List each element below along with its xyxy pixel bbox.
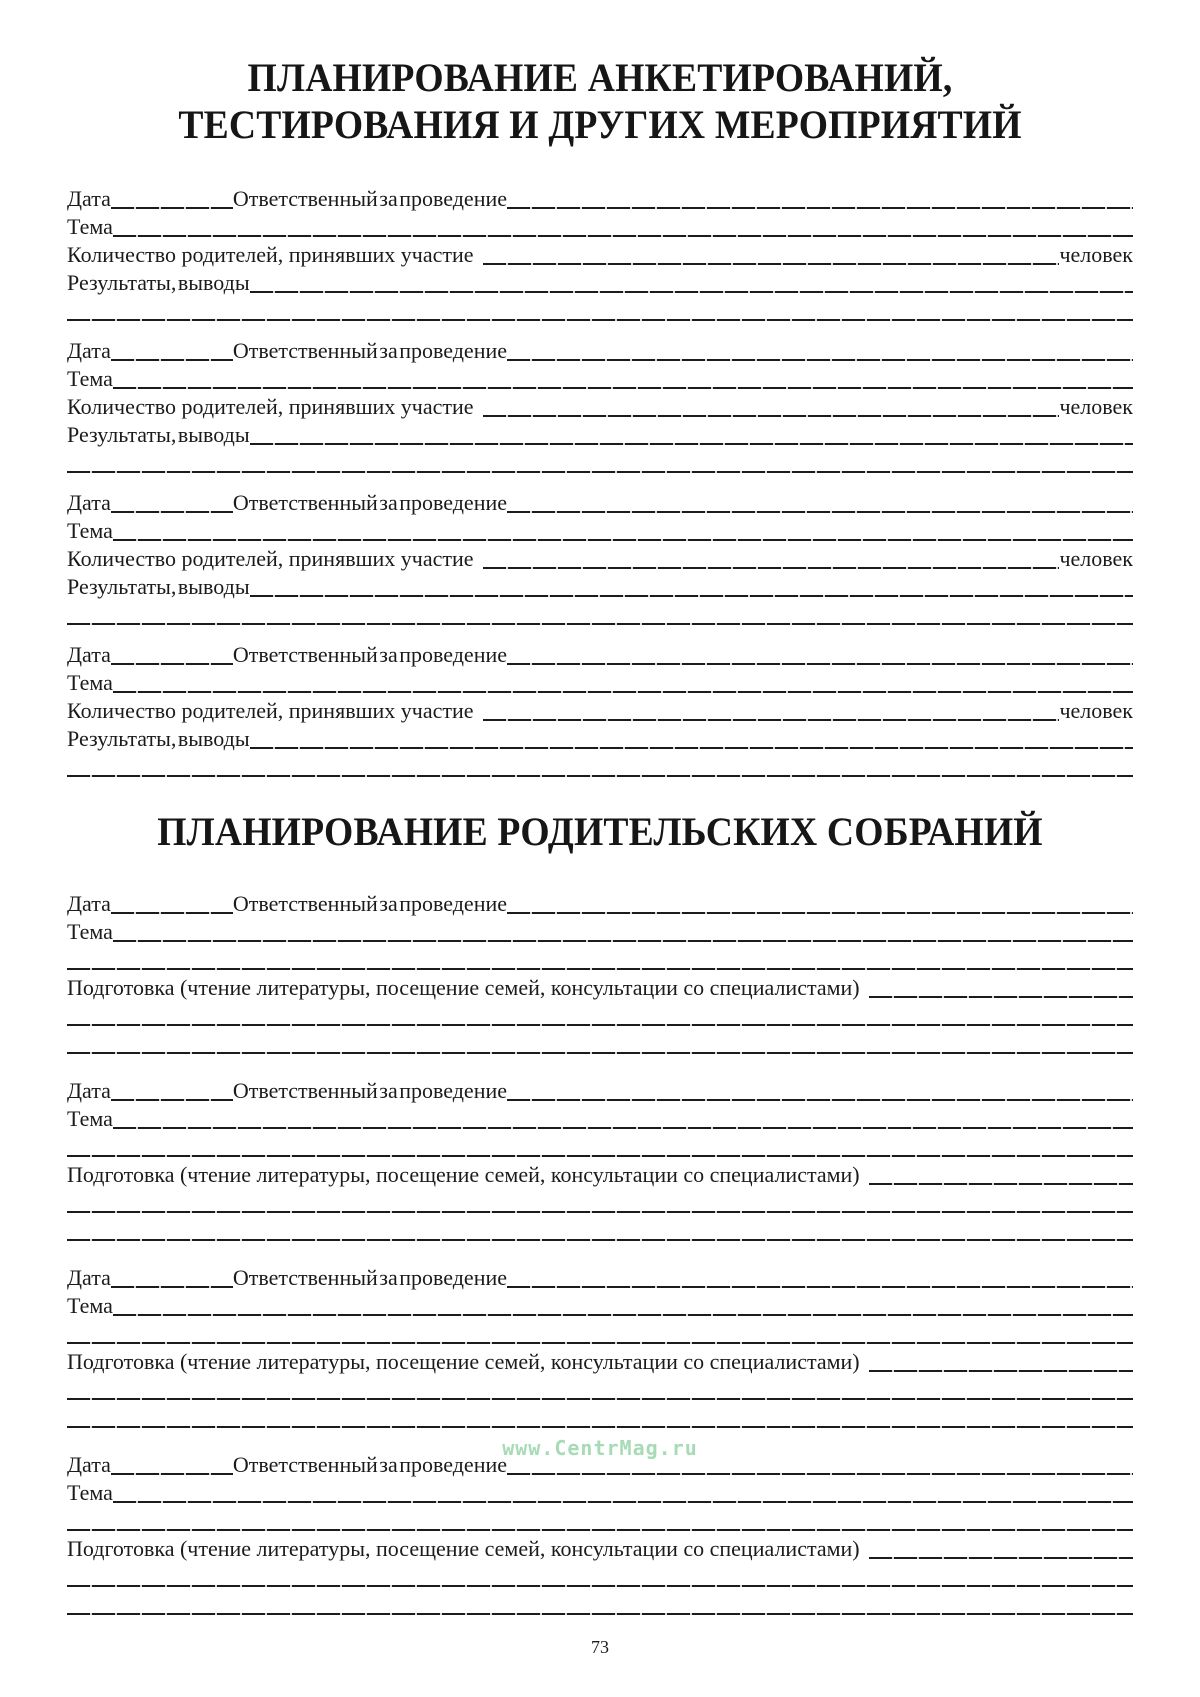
people-unit-label: человек <box>1059 546 1133 571</box>
preparation-label: Подготовка (чтение литературы, посещение семей, консультации со специалистами) <box>67 1349 860 1374</box>
theme-label: Тема <box>67 1106 113 1131</box>
preparation-blank-line <box>869 1347 1133 1375</box>
event-planning-block-4 <box>67 640 1133 780</box>
date-blank-line <box>111 889 233 917</box>
date-label: Дата <box>67 642 111 667</box>
blank-row <box>67 1029 1133 1057</box>
blank-row <box>67 1590 1133 1618</box>
theme-label: Тема <box>67 1293 113 1318</box>
blank-line <box>67 296 1133 324</box>
event-planning-block-1 <box>67 184 1133 324</box>
preparation-row <box>67 1534 1133 1562</box>
theme-label: Тема <box>67 919 113 944</box>
preparation-row <box>67 1160 1133 1188</box>
meetings-title-line: ПЛАНИРОВАНИЕ РОДИТЕЛЬСКИХ СОБРАНИЙ <box>157 809 1043 854</box>
theme-blank-line <box>113 917 1133 945</box>
centrmag-watermark: www.CentrMag.ru <box>502 1436 698 1460</box>
page-number: 73 <box>591 1637 609 1657</box>
theme-blank-line <box>113 516 1133 544</box>
participants-blank-line <box>483 696 1060 724</box>
events-title-line-2: ТЕСТИРОВАНИЯ И ДРУГИХ МЕРОПРИЯТИЙ <box>178 102 1022 147</box>
theme-blank-line <box>113 212 1133 240</box>
blank-line <box>67 945 1133 973</box>
responsible-blank-line <box>507 336 1133 364</box>
people-unit-label: человек <box>1059 698 1133 723</box>
responsible-blank-line <box>507 640 1133 668</box>
preparation-row <box>67 1347 1133 1375</box>
responsible-label: Ответственный за проведение <box>232 891 508 916</box>
results-label: Результаты, выводы <box>67 422 250 447</box>
date-blank-line <box>111 184 233 212</box>
participants-row <box>67 544 1133 572</box>
responsible-label: Ответственный за проведение <box>232 338 508 363</box>
participants-label: Количество родителей, принявших участие <box>67 394 474 419</box>
preparation-label: Подготовка (чтение литературы, посещение семей, консультации со специалистами) <box>67 975 860 1000</box>
blank-row <box>67 1562 1133 1590</box>
results-label: Результаты, выводы <box>67 270 250 295</box>
events-section-title <box>67 54 1133 148</box>
date-responsible-row <box>67 336 1133 364</box>
blank-line <box>67 1216 1133 1244</box>
theme-row <box>67 917 1133 945</box>
participants-label: Количество родителей, принявших участие <box>67 698 474 723</box>
results-row <box>67 724 1133 752</box>
date-blank-line <box>111 1076 233 1104</box>
participants-blank-line <box>483 392 1060 420</box>
preparation-blank-line <box>869 1534 1133 1562</box>
preparation-blank-line <box>869 1160 1133 1188</box>
blank-line <box>67 1375 1133 1403</box>
theme-blank-line <box>113 1291 1133 1319</box>
date-responsible-row <box>67 1076 1133 1104</box>
people-unit-label: человек <box>1059 394 1133 419</box>
theme-label: Тема <box>67 1480 113 1505</box>
blank-line <box>67 448 1133 476</box>
blank-row <box>67 1001 1133 1029</box>
responsible-blank-line <box>507 184 1133 212</box>
results-label: Результаты, выводы <box>67 726 250 751</box>
blank-line <box>67 1506 1133 1534</box>
theme-row <box>67 516 1133 544</box>
date-label: Дата <box>67 1265 111 1290</box>
extra-blank-row <box>67 448 1133 476</box>
blank-line <box>67 1132 1133 1160</box>
participants-blank-line <box>483 240 1060 268</box>
meeting-planning-block-4 <box>67 1436 1133 1618</box>
responsible-blank-line <box>507 1450 1133 1478</box>
extra-blank-row <box>67 296 1133 324</box>
meeting-planning-block-1 <box>67 889 1133 1057</box>
blank-row <box>67 1216 1133 1244</box>
blank-row <box>67 945 1133 973</box>
blank-line <box>67 1562 1133 1590</box>
results-row <box>67 420 1133 448</box>
responsible-blank-line <box>507 1263 1133 1291</box>
theme-blank-line <box>113 668 1133 696</box>
blank-line <box>67 1029 1133 1057</box>
events-title-line-1: ПЛАНИРОВАНИЕ АНКЕТИРОВАНИЙ, <box>247 55 953 100</box>
participants-label: Количество родителей, принявших участие <box>67 546 474 571</box>
responsible-label: Ответственный за проведение <box>232 186 508 211</box>
theme-label: Тема <box>67 214 113 239</box>
responsible-label: Ответственный за проведение <box>232 1265 508 1290</box>
responsible-blank-line <box>507 488 1133 516</box>
theme-row <box>67 364 1133 392</box>
extra-blank-row <box>67 752 1133 780</box>
date-responsible-row <box>67 488 1133 516</box>
results-blank-line <box>250 724 1133 752</box>
blank-line <box>67 600 1133 628</box>
results-blank-line <box>250 268 1133 296</box>
blank-row <box>67 1188 1133 1216</box>
meeting-planning-block-2 <box>67 1076 1133 1244</box>
date-blank-line <box>111 488 233 516</box>
date-responsible-row <box>67 640 1133 668</box>
responsible-blank-line <box>507 889 1133 917</box>
date-label: Дата <box>67 891 111 916</box>
responsible-label: Ответственный за проведение <box>232 642 508 667</box>
theme-label: Тема <box>67 670 113 695</box>
theme-blank-line <box>113 364 1133 392</box>
blank-row <box>67 1403 1133 1431</box>
blank-line <box>67 1590 1133 1618</box>
date-blank-line <box>111 1263 233 1291</box>
date-label: Дата <box>67 338 111 363</box>
meetings-section-title <box>67 808 1133 855</box>
blank-row <box>67 1375 1133 1403</box>
participants-row <box>67 240 1133 268</box>
results-row <box>67 572 1133 600</box>
participants-blank-line <box>483 544 1060 572</box>
preparation-row <box>67 973 1133 1001</box>
blank-row <box>67 1506 1133 1534</box>
date-label: Дата <box>67 1078 111 1103</box>
participants-label: Количество родителей, принявших участие <box>67 242 474 267</box>
blank-row <box>67 1132 1133 1160</box>
participants-row <box>67 392 1133 420</box>
results-blank-line <box>250 420 1133 448</box>
theme-row <box>67 1291 1133 1319</box>
event-planning-block-3 <box>67 488 1133 628</box>
event-planning-block-2 <box>67 336 1133 476</box>
preparation-label: Подготовка (чтение литературы, посещение семей, консультации со специалистами) <box>67 1536 860 1561</box>
results-label: Результаты, выводы <box>67 574 250 599</box>
responsible-label: Ответственный за проведение <box>232 1078 508 1103</box>
theme-row <box>67 1478 1133 1506</box>
theme-row <box>67 1104 1133 1132</box>
date-blank-line <box>111 336 233 364</box>
date-responsible-row <box>67 1263 1133 1291</box>
date-label: Дата <box>67 186 111 211</box>
theme-label: Тема <box>67 518 113 543</box>
theme-blank-line <box>113 1478 1133 1506</box>
blank-line <box>67 1403 1133 1431</box>
date-blank-line <box>111 1450 233 1478</box>
date-blank-line <box>111 640 233 668</box>
date-responsible-row <box>67 184 1133 212</box>
meeting-planning-block-3 <box>67 1263 1133 1431</box>
results-row <box>67 268 1133 296</box>
theme-row <box>67 668 1133 696</box>
theme-row <box>67 212 1133 240</box>
responsible-label: Ответственный за проведение <box>232 1452 508 1477</box>
blank-line <box>67 1188 1133 1216</box>
date-label: Дата <box>67 490 111 515</box>
blank-line <box>67 1001 1133 1029</box>
people-unit-label: человек <box>1059 242 1133 267</box>
date-responsible-row <box>67 1450 1133 1478</box>
date-label: Дата <box>67 1452 111 1477</box>
theme-blank-line <box>113 1104 1133 1132</box>
blank-row <box>67 1319 1133 1347</box>
blank-line <box>67 752 1133 780</box>
date-responsible-row <box>67 889 1133 917</box>
preparation-label: Подготовка (чтение литературы, посещение семей, консультации со специалистами) <box>67 1162 860 1187</box>
extra-blank-row <box>67 600 1133 628</box>
responsible-label: Ответственный за проведение <box>232 490 508 515</box>
results-blank-line <box>250 572 1133 600</box>
blank-line <box>67 1319 1133 1347</box>
theme-label: Тема <box>67 366 113 391</box>
responsible-blank-line <box>507 1076 1133 1104</box>
preparation-blank-line <box>869 973 1133 1001</box>
participants-row <box>67 696 1133 724</box>
